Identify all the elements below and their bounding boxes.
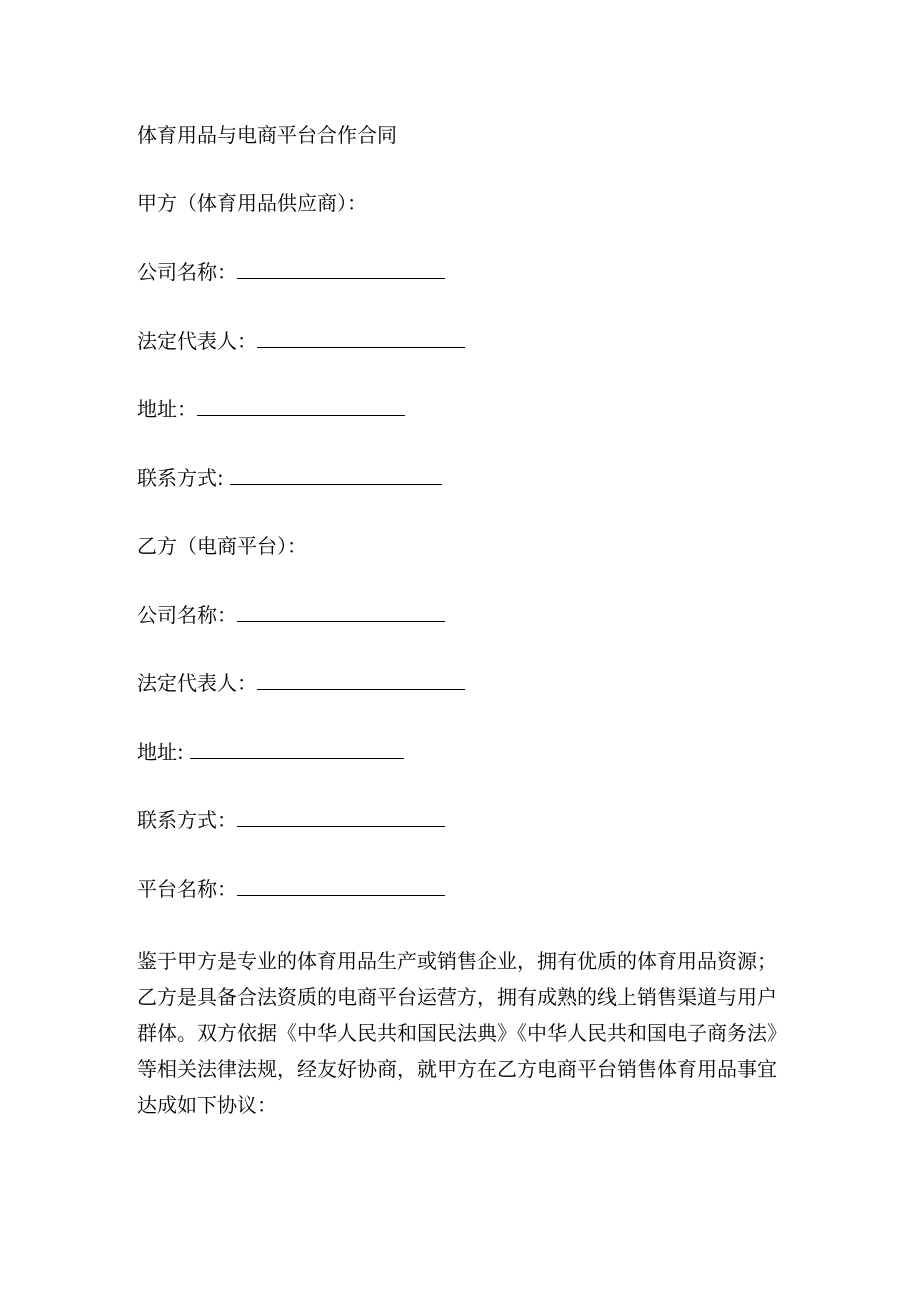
party-b-legal-rep-field	[137, 671, 465, 695]
field-label: 联系方式:	[137, 466, 224, 490]
preamble-paragraph	[137, 943, 797, 1123]
party-b-heading: 乙方（电商平台）：	[137, 534, 307, 558]
contact-blank[interactable]	[237, 808, 445, 827]
document-title: 体育用品与电商平台合作合同	[137, 123, 397, 147]
company-name-blank[interactable]	[237, 260, 445, 279]
party-a-address-field	[137, 397, 405, 421]
party-a-heading: 甲方（体育用品供应商）：	[137, 191, 367, 215]
party-b-contact-field	[137, 808, 445, 832]
preamble-line: 达成如下协议：	[137, 1093, 277, 1117]
address-blank[interactable]	[197, 397, 405, 416]
address-blank[interactable]	[190, 740, 404, 759]
party-b-address-field	[137, 740, 404, 764]
field-label: 地址：	[137, 397, 197, 421]
field-label: 法定代表人：	[137, 671, 257, 695]
contact-blank[interactable]	[230, 466, 442, 485]
field-label: 公司名称：	[137, 260, 237, 284]
preamble-line: 等相关法律法规，经友好协商，就甲方在乙方电商平台销售体育用品事宜	[137, 1057, 777, 1081]
field-label: 平台名称：	[137, 877, 237, 901]
field-label: 联系方式：	[137, 808, 237, 832]
party-a-legal-rep-field	[137, 329, 465, 353]
party-a-contact-field	[137, 466, 442, 490]
preamble-line: 群体。双方依据《中华人民共和国民法典》《中华人民共和国电子商务法》	[137, 1021, 787, 1045]
company-name-blank[interactable]	[237, 603, 445, 622]
party-b-company-name-field	[137, 603, 445, 627]
party-a-company-name-field	[137, 260, 445, 284]
legal-rep-blank[interactable]	[257, 671, 465, 690]
party-b-platform-name-field	[137, 877, 445, 901]
preamble-line: 乙方是具备合法资质的电商平台运营方，拥有成熟的线上销售渠道与用户	[137, 985, 777, 1009]
field-label: 地址:	[137, 740, 184, 764]
legal-rep-blank[interactable]	[257, 329, 465, 348]
field-label: 公司名称：	[137, 603, 237, 627]
platform-name-blank[interactable]	[237, 877, 445, 896]
preamble-line: 鉴于甲方是专业的体育用品生产或销售企业，拥有优质的体育用品资源；	[137, 949, 777, 973]
field-label: 法定代表人：	[137, 329, 257, 353]
